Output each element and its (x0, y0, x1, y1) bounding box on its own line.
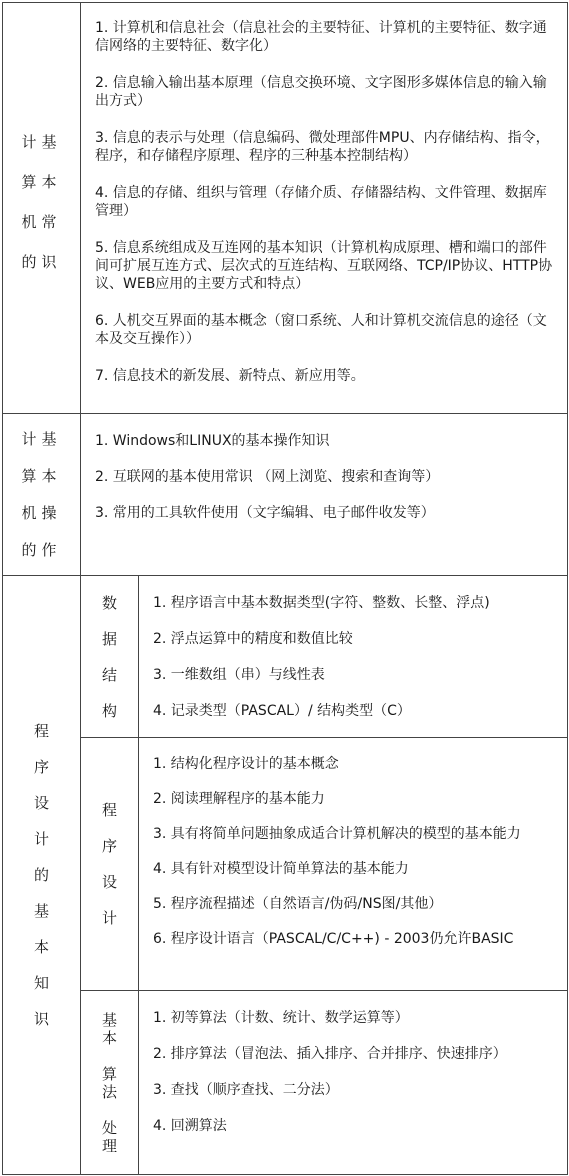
list-item: 3. 具有将简单问题抽象成适合计算机解决的模型的基本能力 (153, 826, 521, 842)
list-item: 4. 信息的存储、组织与管理（存储介质、存储器结构、文件管理、数据库管理） (95, 185, 547, 219)
syllabus-table (2, 2, 568, 1175)
list-item: 5. 信息系统组成及互连网的基本知识（计算机构成原理、槽和端口的部件间可扩展互连方式、层次式的互连结构、互联网络、TCP/IP协议、HTTP协议、WEB应用的主要方式和特点） (95, 240, 553, 292)
list-item: 7. 信息技术的新发展、新特点、新应用等。 (95, 368, 365, 384)
category-programming-basics: 程 序 设 计 的 基 本 知 识 (3, 576, 81, 1175)
subcategory-basic-algorithms: 基 本 算 法 处 理 (81, 991, 139, 1175)
list-item: 3. 一维数组（串）与线性表 (153, 667, 325, 683)
list-item: 1. Windows和LINUX的基本操作知识 (95, 433, 330, 449)
list-item: 4. 具有针对模型设计简单算法的基本能力 (153, 861, 409, 877)
list-item: 3. 信息的表示与处理（信息编码、微处理部件MPU、内存储结构、指令，程序，和存储程序原理、程序的三种基本控制结构） (95, 130, 550, 164)
list-item: 1. 程序语言中基本数据类型(字符、整数、长整、浮点) (153, 595, 490, 611)
list-item: 2. 信息输入输出基本原理（信息交换环境、文字图形多媒体信息的输入输出方式） (95, 75, 547, 109)
items-cell-computer-basics (81, 3, 568, 414)
list-item: 4. 回溯算法 (153, 1118, 227, 1134)
list-item: 3. 常用的工具软件使用（文字编辑、电子邮件收发等） (95, 505, 435, 521)
list-item: 1. 计算机和信息社会（信息社会的主要特征、计算机的主要特征、数字通信网络的主要特征、数字化） (95, 20, 547, 54)
items-cell-computer-operation (81, 414, 568, 576)
list-item: 2. 浮点运算中的精度和数值比较 (153, 631, 353, 647)
items-cell-basic-algorithms (139, 991, 568, 1175)
list-item: 3. 查找（顺序查找、二分法） (153, 1082, 339, 1098)
items-cell-program-design (139, 738, 568, 991)
list-item: 6. 程序设计语言（PASCAL/C/C++) - 2003仍允许BASIC (153, 931, 514, 947)
list-item: 5. 程序流程描述（自然语言/伪码/NS图/其他） (153, 896, 443, 912)
items-cell-data-structures (139, 576, 568, 738)
list-item: 6. 人机交互界面的基本概念（窗口系统、人和计算机交流信息的途径（文本及交互操作）） (95, 313, 547, 347)
list-item: 2. 阅读理解程序的基本能力 (153, 791, 325, 807)
list-item: 4. 记录类型（PASCAL）/ 结构类型（C） (153, 703, 411, 719)
subcategory-program-design: 程 序 设 计 (81, 738, 139, 991)
category-computer-basics: 计 基 算 本 机 常 的 识 (3, 3, 81, 414)
category-computer-operation: 计 基 算 本 机 操 的 作 (3, 414, 81, 576)
list-item: 2. 互联网的基本使用常识 （网上浏览、搜索和查询等） (95, 469, 440, 485)
list-item: 2. 排序算法（冒泡法、插入排序、合并排序、快速排序） (153, 1046, 507, 1062)
list-item: 1. 初等算法（计数、统计、数学运算等） (153, 1010, 409, 1026)
list-item: 1. 结构化程序设计的基本概念 (153, 756, 339, 772)
subcategory-data-structures: 数 据 结 构 (81, 576, 139, 738)
